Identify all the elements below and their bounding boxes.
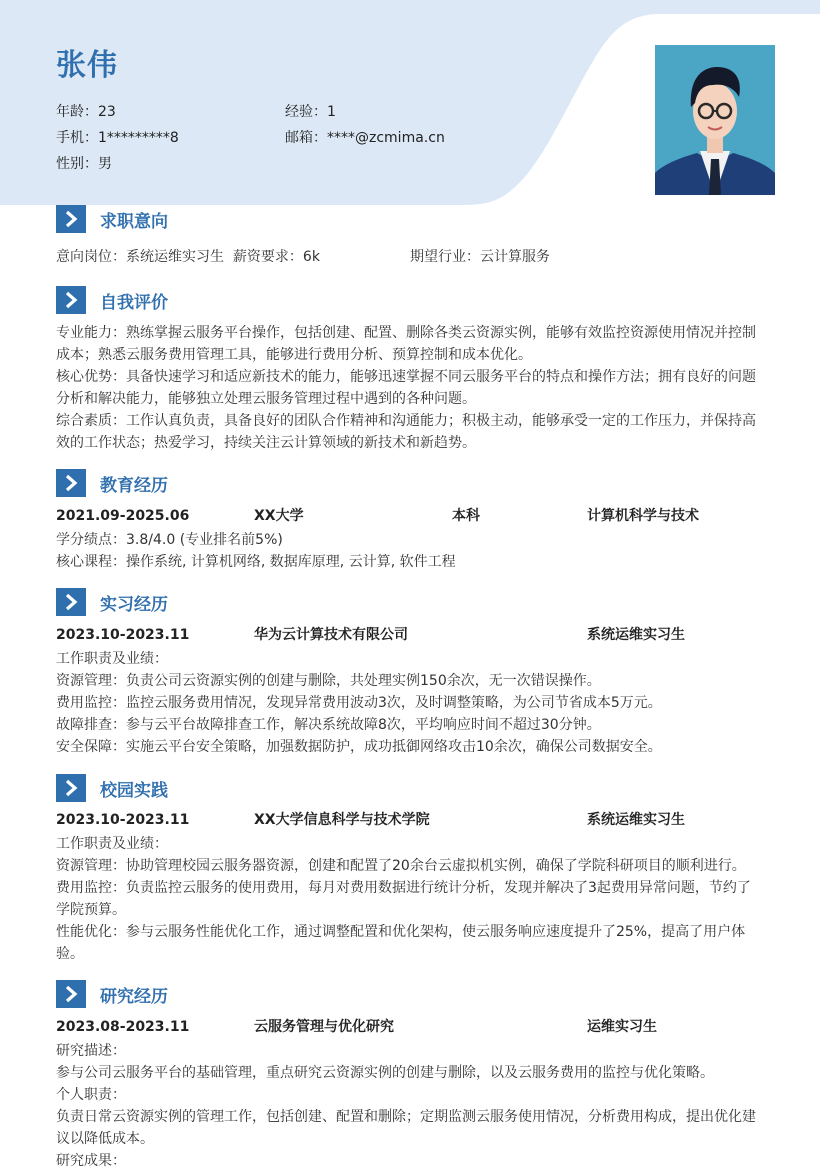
campus-org: XX大学信息科学与技术学院 (254, 812, 430, 828)
campus-line: 资源管理：协助管理校园云服务器资源，创建和配置了20余台云虚拟机实例，确保了学院科研项目的顺利进行。 (56, 858, 746, 874)
research-line: 负责日常云资源实例的管理工作，包括创建、配置和删除；定期监测云服务使用情况，分析费用构成，提出优化建 (56, 1109, 756, 1125)
self-eval-line: 分析和解决能力，能够独立处理云服务管理过程中遇到的各种问题。 (56, 391, 476, 407)
internship-entry-header (56, 624, 768, 646)
self-eval-line: 综合素质：工作认真负责，具备良好的团队合作精神和沟通能力；积极主动，能够承受一定的工作压力，并保持高 (56, 413, 756, 429)
section-title: 实习经历 (100, 594, 168, 615)
internship-role: 系统运维实习生 (587, 627, 685, 643)
research-role: 运维实习生 (587, 1019, 657, 1035)
intent-industry: 期望行业：云计算服务 (410, 249, 550, 265)
chevron-right-icon (56, 980, 86, 1008)
research-line: 议以降低成本。 (56, 1131, 154, 1147)
internship-line: 工作职责及业绩： (56, 651, 168, 667)
research-line: 研究描述： (56, 1043, 126, 1059)
campus-line: 费用监控：负责监控云服务的使用费用，每月对费用数据进行统计分析，发现并解决了3起费用异常问题，节约了 (56, 880, 751, 896)
section-header-internship (56, 588, 168, 616)
email-field: 邮箱：****@zcmima.cn (285, 130, 445, 146)
intent-position: 意向岗位：系统运维实习生 (56, 249, 224, 265)
section-title: 教育经历 (100, 475, 168, 496)
research-line: 研究成果： (56, 1153, 126, 1169)
chevron-right-icon (56, 286, 86, 314)
section-title: 研究经历 (100, 986, 168, 1007)
education-line: 学分绩点：3.8/4.0 (专业排名前5%) (56, 532, 283, 548)
intent-salary: 薪资要求：6k (232, 249, 320, 265)
age-field: 年龄：23 (56, 104, 116, 120)
section-header-job-intent (56, 205, 168, 233)
job-intent-row (56, 246, 768, 268)
candidate-name: 张伟 (56, 48, 118, 83)
research-period: 2023.08-2023.11 (56, 1019, 190, 1035)
research-entry-header (56, 1016, 768, 1038)
self-eval-line: 专业能力：熟练掌握云服务平台操作，包括创建、配置、删除各类云资源实例，能够有效监控资源使用情况并控制 (56, 325, 756, 341)
research-line: 参与公司云服务平台的基础管理，重点研究云资源实例的创建与删除，以及云服务费用的监控与优化策略。 (56, 1065, 714, 1081)
experience-field: 经验：1 (285, 104, 336, 120)
section-header-campus-practice (56, 774, 168, 802)
campus-period: 2023.10-2023.11 (56, 812, 190, 828)
education-entry-header (56, 505, 768, 527)
section-header-research (56, 980, 168, 1008)
section-title: 自我评价 (100, 292, 168, 313)
education-degree: 本科 (452, 508, 480, 524)
internship-line: 安全保障：实施云平台安全策略，加强数据防护，成功抵御网络攻击10余次，确保公司数据安全。 (56, 739, 662, 755)
campus-line: 性能优化：参与云服务性能优化工作，通过调整配置和优化架构，使云服务响应速度提升了25%，提高了用户体 (56, 924, 746, 940)
internship-line: 故障排查：参与云平台故障排查工作，解决系统故障8次，平均响应时间不超过30分钟。 (56, 717, 601, 733)
section-title: 校园实践 (100, 780, 168, 801)
profile-photo (655, 45, 775, 195)
chevron-right-icon (56, 774, 86, 802)
education-major: 计算机科学与技术 (587, 508, 699, 524)
campus-role: 系统运维实习生 (587, 812, 685, 828)
chevron-right-icon (56, 469, 86, 497)
section-header-self-evaluation (56, 286, 168, 314)
education-period: 2021.09-2025.06 (56, 508, 190, 524)
section-header-education (56, 469, 168, 497)
section-title: 求职意向 (100, 211, 168, 232)
chevron-right-icon (56, 588, 86, 616)
campus-entry-header (56, 809, 768, 831)
self-eval-line: 效的工作状态；热爱学习，持续关注云计算领域的新技术和新趋势。 (56, 435, 476, 451)
campus-line: 验。 (56, 946, 84, 962)
campus-line: 学院预算。 (56, 902, 126, 918)
research-project: 云服务管理与优化研究 (254, 1019, 394, 1035)
phone-field: 手机：1*********8 (56, 130, 179, 146)
internship-line: 费用监控：监控云服务费用情况，发现异常费用波动3次，及时调整策略，为公司节省成本5万元。 (56, 695, 662, 711)
self-eval-line: 成本；熟悉云服务费用管理工具，能够进行费用分析、预算控制和成本优化。 (56, 347, 532, 363)
internship-period: 2023.10-2023.11 (56, 627, 190, 643)
chevron-right-icon (56, 205, 86, 233)
education-line: 核心课程：操作系统, 计算机网络, 数据库原理, 云计算, 软件工程 (56, 554, 456, 570)
internship-company: 华为云计算技术有限公司 (254, 627, 408, 643)
campus-line: 工作职责及业绩： (56, 836, 168, 852)
internship-line: 资源管理：负责公司云资源实例的创建与删除，共处理实例150余次，无一次错误操作。 (56, 673, 601, 689)
education-school: XX大学 (254, 508, 304, 524)
self-eval-line: 核心优势：具备快速学习和适应新技术的能力，能够迅速掌握不同云服务平台的特点和操作方法；拥有良好的问题 (56, 369, 756, 385)
research-line: 个人职责： (56, 1087, 126, 1103)
gender-field: 性别：男 (56, 156, 112, 172)
